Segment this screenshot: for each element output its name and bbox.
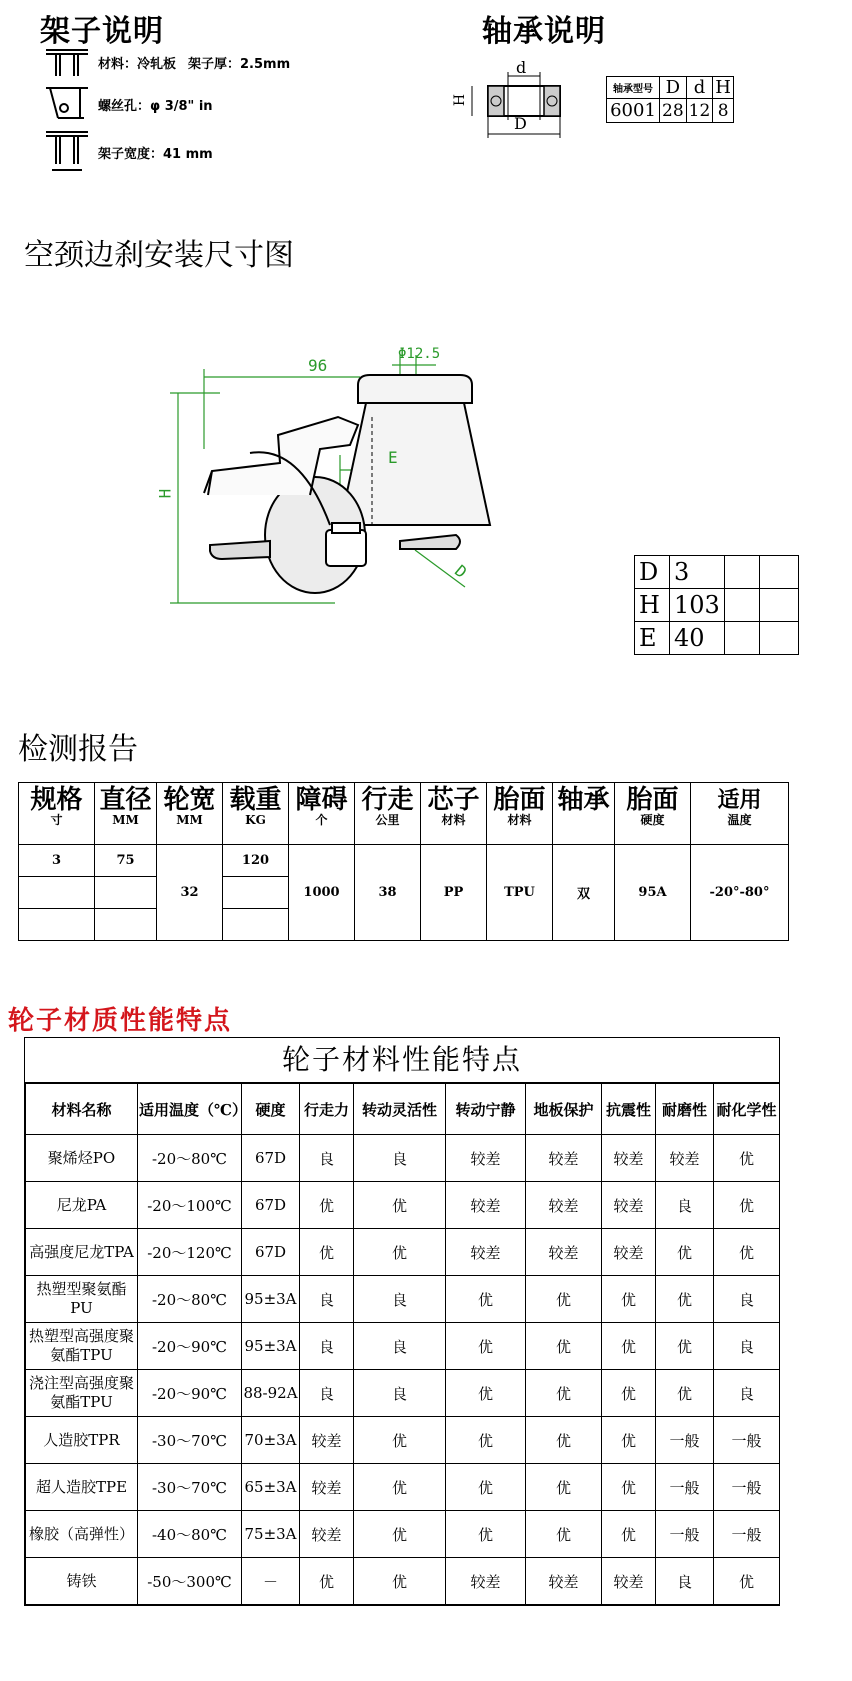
material-cell: 较差 <box>602 1229 656 1276</box>
material-cell: 优 <box>602 1370 656 1417</box>
material-cell: 70±3A <box>242 1417 300 1464</box>
material-cell: 88-92A <box>242 1370 300 1417</box>
report-header-load: 载重 KG <box>223 783 289 845</box>
report-size: 3 <box>19 845 95 877</box>
material-cell: -20～100℃ <box>138 1182 242 1229</box>
report-header-obstacles: 障碍 个 <box>289 783 355 845</box>
dim-value: 40 <box>670 622 725 655</box>
materials-row <box>26 1417 780 1464</box>
material-cell: 一般 <box>656 1511 714 1558</box>
install-title: 空颈边刹安装尺寸图 <box>24 238 294 273</box>
material-cell: -40～80℃ <box>138 1511 242 1558</box>
material-cell: 优 <box>714 1182 780 1229</box>
material-name: 浇注型高强度聚氨酯TPU <box>26 1370 138 1417</box>
material-name: 铸铁 <box>26 1558 138 1605</box>
material-cell: 一般 <box>656 1464 714 1511</box>
frame-icons <box>44 46 94 176</box>
material-cell: -20～90℃ <box>138 1370 242 1417</box>
material-name: 橡胶（高弹性） <box>26 1511 138 1558</box>
material-cell: 优 <box>656 1276 714 1323</box>
report-header-hardness: 胎面 硬度 <box>615 783 691 845</box>
dim-H-label: H <box>155 488 175 499</box>
material-cell: 良 <box>300 1135 354 1182</box>
material-cell: -30～70℃ <box>138 1417 242 1464</box>
bearing-D-label: D <box>514 114 527 133</box>
materials-header-9: 耐化学性 <box>714 1084 780 1135</box>
material-name: 尼龙PA <box>26 1182 138 1229</box>
dim-empty <box>759 589 798 622</box>
report-diameter: 75 <box>95 845 157 877</box>
materials-table-title: 轮子材料性能特点 <box>25 1038 779 1083</box>
material-cell: -20～120℃ <box>138 1229 242 1276</box>
material-cell: 较差 <box>446 1135 526 1182</box>
report-width: 32 <box>157 845 223 941</box>
material-cell: 优 <box>526 1276 602 1323</box>
materials-table-wrap <box>24 1037 780 1606</box>
material-cell: 优 <box>354 1229 446 1276</box>
materials-row <box>26 1558 780 1605</box>
material-cell: 较差 <box>526 1182 602 1229</box>
materials-row <box>26 1276 780 1323</box>
material-cell: 良 <box>714 1323 780 1370</box>
material-cell: 优 <box>446 1464 526 1511</box>
material-cell: 优 <box>602 1276 656 1323</box>
material-cell: 良 <box>300 1323 354 1370</box>
frame-width-icon <box>46 132 88 170</box>
materials-row <box>26 1370 780 1417</box>
material-cell: 优 <box>714 1558 780 1605</box>
material-cell: 优 <box>446 1323 526 1370</box>
material-cell: -50～300℃ <box>138 1558 242 1605</box>
bearing-value-D: 28 <box>660 99 687 123</box>
materials-header-1: 适用温度（℃） <box>138 1084 242 1135</box>
material-cell: 良 <box>354 1370 446 1417</box>
material-cell: 较差 <box>300 1417 354 1464</box>
bearing-value-d: 12 <box>686 99 713 123</box>
material-cell: 优 <box>354 1182 446 1229</box>
caster-drawing <box>160 345 500 610</box>
dim-phi-label: Φ12.5 <box>398 346 441 362</box>
material-cell: 良 <box>714 1370 780 1417</box>
report-core: PP <box>421 845 487 941</box>
material-cell: 优 <box>300 1182 354 1229</box>
material-cell: 优 <box>354 1464 446 1511</box>
dimension-table <box>634 555 799 655</box>
materials-header-8: 耐磨性 <box>656 1084 714 1135</box>
materials-header-5: 转动宁静 <box>446 1084 526 1135</box>
frame-title: 架子说明 <box>40 14 164 49</box>
material-cell: 优 <box>602 1417 656 1464</box>
material-cell: 一般 <box>714 1417 780 1464</box>
material-cell: 优 <box>300 1558 354 1605</box>
frame-material: 材料：冷轧板 <box>98 57 177 72</box>
bearing-title: 轴承说明 <box>482 14 606 49</box>
material-cell: -20～80℃ <box>138 1276 242 1323</box>
report-load: 120 <box>223 845 289 877</box>
dim-empty <box>724 589 759 622</box>
material-cell: 良 <box>300 1276 354 1323</box>
material-cell: 优 <box>602 1511 656 1558</box>
material-name: 人造胶TPR <box>26 1417 138 1464</box>
material-cell: 优 <box>656 1229 714 1276</box>
material-cell: 一般 <box>656 1417 714 1464</box>
material-cell: 一般 <box>714 1464 780 1511</box>
dim-96-label: 96 <box>308 356 328 375</box>
bearing-spec-table <box>606 76 734 123</box>
materials-row <box>26 1511 780 1558</box>
material-cell: 优 <box>446 1276 526 1323</box>
material-cell: 67D <box>242 1135 300 1182</box>
bearing-header-d: d <box>686 77 713 99</box>
frame-thickness-icon <box>46 50 88 76</box>
material-cell: 较差 <box>446 1229 526 1276</box>
material-cell: 较差 <box>602 1182 656 1229</box>
report-obstacles: 1000 <box>289 845 355 941</box>
material-cell: 优 <box>714 1135 780 1182</box>
material-cell: 优 <box>526 1464 602 1511</box>
dim-empty <box>759 622 798 655</box>
material-cell: 优 <box>602 1464 656 1511</box>
bearing-header-model: 轴承型号 <box>607 77 660 99</box>
dim-value: 3 <box>670 556 725 589</box>
material-cell: 优 <box>714 1229 780 1276</box>
material-cell: 较差 <box>300 1464 354 1511</box>
material-cell: 较差 <box>446 1558 526 1605</box>
material-cell: 优 <box>446 1511 526 1558</box>
report-temp: -20°-80° <box>691 845 789 941</box>
material-cell: 较差 <box>602 1558 656 1605</box>
frame-width: 架子宽度：41 mm <box>98 147 213 162</box>
bearing-value-H: 8 <box>713 99 734 123</box>
material-name: 聚烯烃PO <box>26 1135 138 1182</box>
materials-section-title: 轮子材质性能特点 <box>8 1006 233 1036</box>
report-hardness: 95A <box>615 845 691 941</box>
bearing-header-H: H <box>713 77 734 99</box>
material-name: 热塑型聚氨酯PU <box>26 1276 138 1323</box>
report-row <box>19 845 789 877</box>
material-cell: 较差 <box>602 1135 656 1182</box>
materials-row <box>26 1135 780 1182</box>
dim-key: E <box>635 622 670 655</box>
bearing-d-label: d <box>516 58 527 77</box>
material-cell: 较差 <box>526 1135 602 1182</box>
material-cell: 75±3A <box>242 1511 300 1558</box>
materials-row <box>26 1323 780 1370</box>
material-cell: -20～80℃ <box>138 1135 242 1182</box>
material-cell: 优 <box>300 1229 354 1276</box>
material-cell: 较差 <box>446 1182 526 1229</box>
material-cell: 优 <box>354 1558 446 1605</box>
materials-row <box>26 1464 780 1511</box>
report-header-diameter: 直径 MM <box>95 783 157 845</box>
materials-header-6: 地板保护 <box>526 1084 602 1135</box>
dim-key: H <box>635 589 670 622</box>
frame-screw-icon <box>46 88 88 118</box>
frame-screw: 螺丝孔：φ 3/8" in <box>98 99 213 114</box>
report-header-size: 规格 寸 <box>19 783 95 845</box>
material-cell: 较差 <box>300 1511 354 1558</box>
materials-header-4: 转动灵活性 <box>354 1084 446 1135</box>
materials-header-0: 材料名称 <box>26 1084 138 1135</box>
materials-header-row <box>26 1084 780 1135</box>
materials-header-7: 抗震性 <box>602 1084 656 1135</box>
report-header-tread: 胎面 材料 <box>487 783 553 845</box>
material-cell: － <box>242 1558 300 1605</box>
material-cell: 较差 <box>656 1135 714 1182</box>
bearing-header-D: D <box>660 77 687 99</box>
material-cell: 67D <box>242 1182 300 1229</box>
material-cell: -20～90℃ <box>138 1323 242 1370</box>
dim-empty <box>759 556 798 589</box>
material-cell: -30～70℃ <box>138 1464 242 1511</box>
dim-empty <box>724 622 759 655</box>
material-cell: 优 <box>526 1323 602 1370</box>
report-bearing: 双 <box>553 845 615 941</box>
material-cell: 一般 <box>714 1511 780 1558</box>
frame-thickness: 架子厚：2.5mm <box>188 57 291 72</box>
materials-header-3: 行走力 <box>300 1084 354 1135</box>
report-tread: TPU <box>487 845 553 941</box>
material-cell: 良 <box>300 1370 354 1417</box>
report-header-temp: 适用 温度 <box>691 783 789 845</box>
material-cell: 良 <box>656 1558 714 1605</box>
caster-body <box>204 375 490 593</box>
material-cell: 优 <box>602 1323 656 1370</box>
material-name: 热塑型高强度聚氨酯TPU <box>26 1323 138 1370</box>
material-cell: 67D <box>242 1229 300 1276</box>
material-cell: 良 <box>354 1323 446 1370</box>
dim-value: 103 <box>670 589 725 622</box>
report-header-width: 轮宽 MM <box>157 783 223 845</box>
bearing-value-model: 6001 <box>607 99 660 123</box>
materials-table <box>25 1083 780 1605</box>
material-cell: 优 <box>526 1417 602 1464</box>
dim-D-label: D <box>451 561 471 582</box>
report-table <box>18 782 789 941</box>
material-cell: 65±3A <box>242 1464 300 1511</box>
material-cell: 优 <box>354 1511 446 1558</box>
material-cell: 良 <box>354 1135 446 1182</box>
material-cell: 优 <box>526 1370 602 1417</box>
material-cell: 优 <box>446 1370 526 1417</box>
material-cell: 优 <box>526 1511 602 1558</box>
report-header-core: 芯子 材料 <box>421 783 487 845</box>
material-cell: 95±3A <box>242 1323 300 1370</box>
dim-empty <box>724 556 759 589</box>
bearing-H-label: H <box>452 93 469 107</box>
material-cell: 较差 <box>526 1558 602 1605</box>
material-cell: 优 <box>354 1417 446 1464</box>
material-cell: 较差 <box>526 1229 602 1276</box>
report-distance: 38 <box>355 845 421 941</box>
material-name: 高强度尼龙TPA <box>26 1229 138 1276</box>
report-header-row <box>19 783 789 845</box>
material-name: 超人造胶TPE <box>26 1464 138 1511</box>
report-title: 检测报告 <box>18 732 138 767</box>
materials-header-2: 硬度 <box>242 1084 300 1135</box>
material-cell: 优 <box>656 1323 714 1370</box>
materials-row <box>26 1182 780 1229</box>
material-cell: 良 <box>714 1276 780 1323</box>
material-cell: 95±3A <box>242 1276 300 1323</box>
report-header-bearing: 轴承 <box>553 783 615 845</box>
report-header-distance: 行走 公里 <box>355 783 421 845</box>
material-cell: 良 <box>354 1276 446 1323</box>
dim-E-label: E <box>388 448 398 467</box>
materials-row <box>26 1229 780 1276</box>
material-cell: 良 <box>656 1182 714 1229</box>
dim-key: D <box>635 556 670 589</box>
material-cell: 优 <box>446 1417 526 1464</box>
material-cell: 优 <box>656 1370 714 1417</box>
